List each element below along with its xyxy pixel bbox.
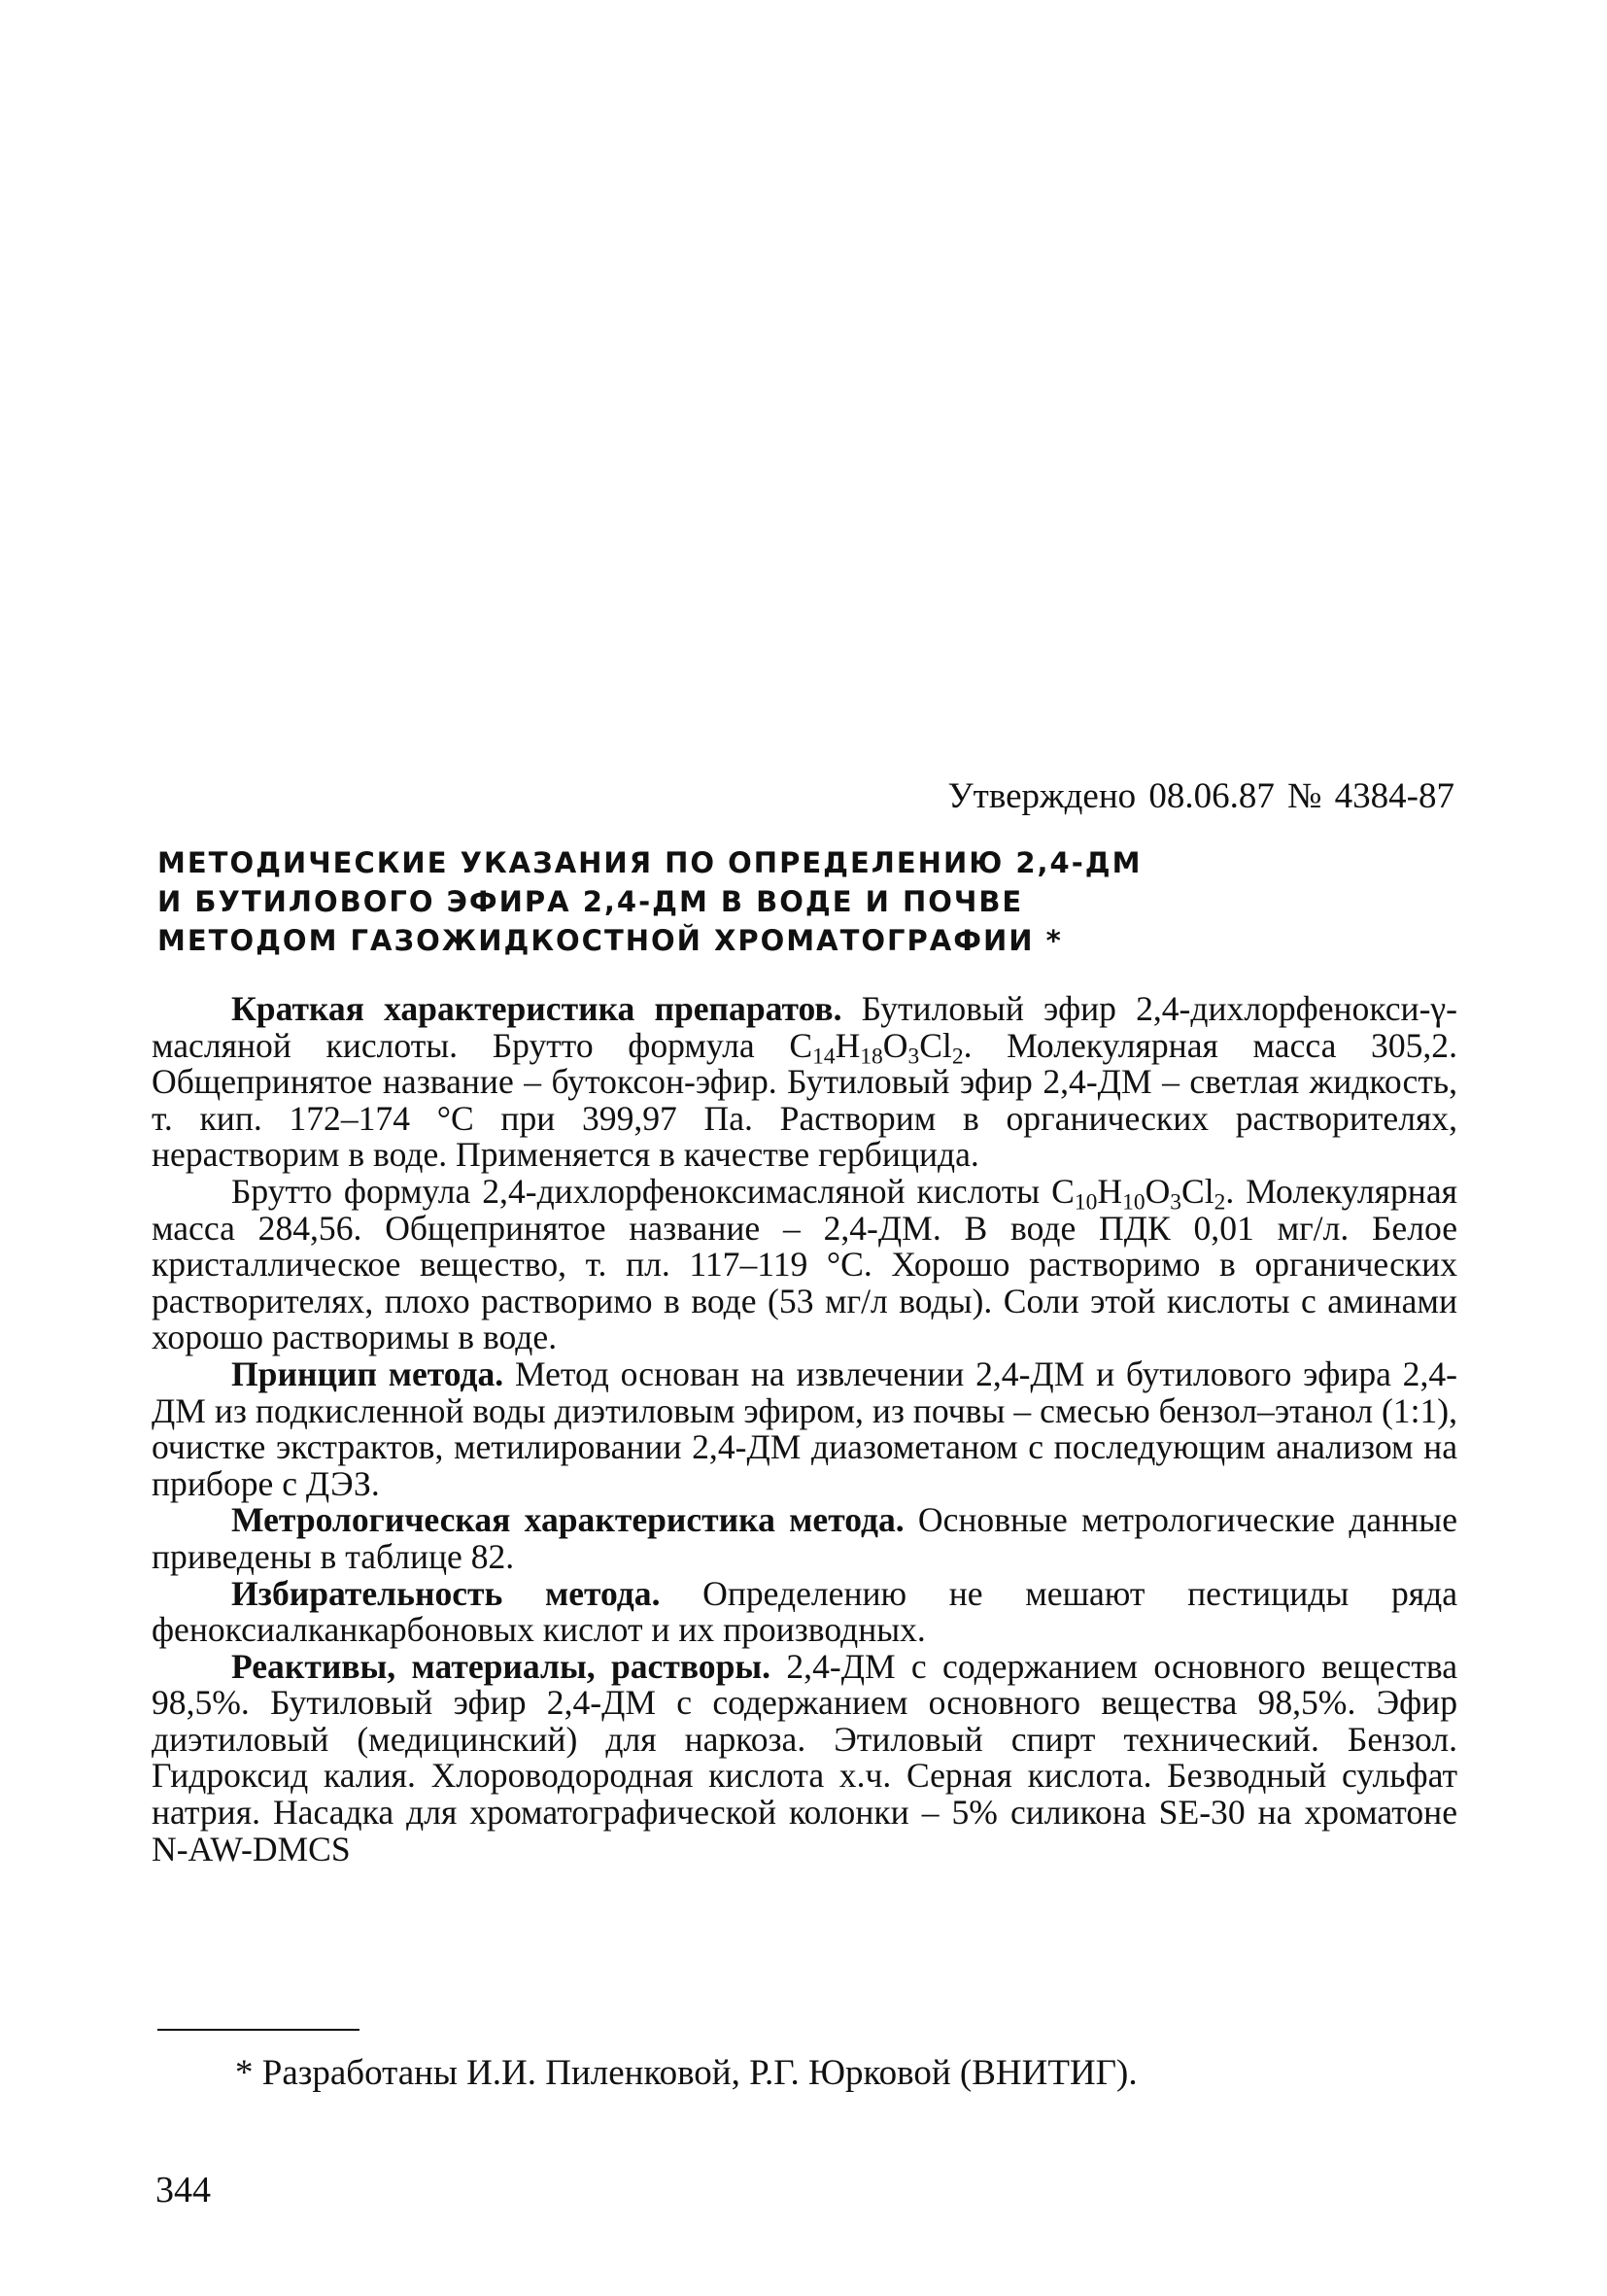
paragraph-characteristics [152, 991, 1457, 1174]
paragraph-text: Определению не мешают пестициды ряда феноксиалканкарбоновых кислот и их производных. [152, 1573, 1457, 1650]
paragraph-text: Бутиловый эфир 2,4-дихлорфенокси-γ-масляной кислоты. Брутто формула C [152, 989, 1457, 1065]
footnote: * Разработаны И.И. Пиленковой, Р.Г. Юрковой (ВНИТИГ). [235, 2053, 1138, 2093]
formula-subscript: 2 [951, 1044, 964, 1070]
paragraph-acid [152, 1171, 1457, 1357]
formula-subscript: 3 [907, 1044, 920, 1070]
paragraph-metrology [152, 1502, 1457, 1575]
formula-element: O [882, 1025, 908, 1065]
formula-element: H [1097, 1171, 1123, 1211]
paragraph-text: Основные метрологические данные приведены в таблице 82. [152, 1500, 1457, 1576]
paragraph-text: Метод основан на извлечении 2,4-ДМ и бутилового эфира 2,4-ДМ из подкисленной воды диэтиловым эфиром, из почвы – смесью бензол–этанол (1:1), очистке экстрактов, метилировании 2,4-ДМ диазометаном с последующим анализом на приборе с ДЭЗ. [152, 1354, 1457, 1503]
footnote-divider [157, 2029, 359, 2031]
paragraph-lead: Реактивы, материалы, растворы. [231, 1646, 771, 1686]
paragraph-text: 2,4-ДМ с содержанием основного вещества 98,5%. Бутиловый эфир 2,4-ДМ с содержанием основного вещества 98,5%. Эфир диэтиловый (медицинский) для наркоза. Этиловый спирт технический. Бензол. Гидроксид калия. Хлороводородная кислота х.ч. Серная кислота. Безводный сульфат натрия. Насадка для хроматографической колонки – 5% силикона SE-30 на хроматоне N-AW-DMCS [152, 1646, 1457, 1868]
paragraph-principle [152, 1356, 1457, 1502]
formula-element: O [1145, 1171, 1171, 1211]
paragraph-selectivity [152, 1573, 1457, 1650]
formula-subscript: 14 [812, 1044, 836, 1070]
formula-element: Cl [919, 1025, 952, 1065]
page-number: 344 [155, 2170, 211, 2210]
formula-subscript: 3 [1170, 1189, 1182, 1216]
paragraph-text: . Молекулярная масса 305,2. Общепринятое название – бутоксон-эфир. Бутиловый эфир 2,4-ДМ – светлая жидкость, т. кип. 172–174 °С при 399,97 Па. Растворим в органических растворителях, нерастворим в воде. Применяется в качестве гербицида. [152, 1025, 1457, 1175]
title-line: МЕТОДОМ ГАЗОЖИДКОСТНОЙ ХРОМАТОГРАФИИ * [157, 924, 1063, 957]
formula-subscript: 2 [1214, 1189, 1226, 1216]
document-title [157, 843, 1226, 960]
paragraph-reagents [152, 1646, 1457, 1868]
approval-note: Утверждено 08.06.87 № 4384-87 [947, 776, 1454, 816]
formula-subscript: 10 [1074, 1189, 1098, 1216]
paragraph-lead: Избирательность метода. [231, 1573, 661, 1613]
paragraph-lead: Принцип метода. [231, 1354, 504, 1393]
formula-element: Cl [1181, 1171, 1214, 1211]
body-text [152, 991, 1457, 1868]
formula-subscript: 18 [860, 1044, 883, 1070]
title-line: И БУТИЛОВОГО ЭФИРА 2,4-ДМ В ВОДЕ И ПОЧВЕ [157, 885, 1024, 918]
paragraph-lead: Метрологическая характеристика метода. [231, 1500, 905, 1540]
paragraph-text: Брутто формула 2,4-дихлорфеноксимасляной кислоты C [231, 1171, 1075, 1211]
paragraph-text: . Молекулярная масса 284,56. Общепринятое название – 2,4-ДМ. В воде ПДК 0,01 мг/л. Белое кристаллическое вещество, т. пл. 117–119 °С. Хорошо растворимо в органических растворителях, плохо растворимо в воде (53 мг/л воды). Соли этой кислоты с аминами хорошо растворимы в воде. [152, 1171, 1457, 1357]
formula-subscript: 10 [1122, 1189, 1145, 1216]
title-line: МЕТОДИЧЕСКИЕ УКАЗАНИЯ ПО ОПРЕДЕЛЕНИЮ 2,4-ДМ [157, 846, 1143, 879]
formula-element: H [835, 1025, 861, 1065]
paragraph-lead: Краткая характеристика препаратов. [231, 989, 842, 1028]
